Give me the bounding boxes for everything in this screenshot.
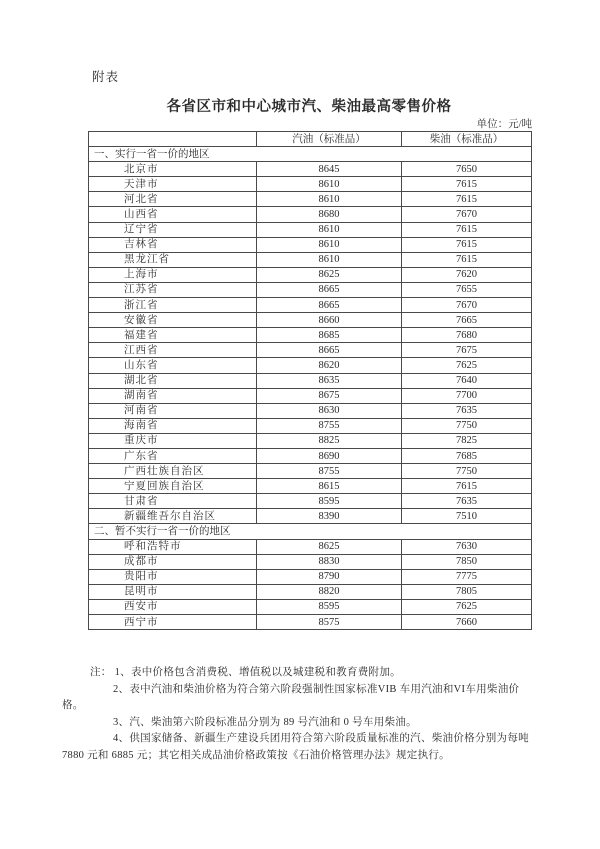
gasoline-price-cell: 8755 — [257, 418, 402, 433]
region-cell: 江苏省 — [89, 282, 257, 297]
diesel-price-cell: 7615 — [402, 222, 532, 237]
table-row — [89, 388, 532, 403]
diesel-price-cell: 7675 — [402, 343, 532, 358]
region-cell: 甘肃省 — [89, 494, 257, 509]
region-cell: 呼和浩特市 — [89, 539, 257, 554]
note-line: 7880 元和 6885 元；其它相关成品油价格政策按《石油价格管理办法》规定执行。 — [62, 749, 450, 761]
gasoline-price-cell: 8575 — [257, 615, 402, 630]
region-cell: 宁夏回族自治区 — [89, 479, 257, 494]
section-header-row — [89, 524, 532, 539]
table-row — [89, 584, 532, 599]
gasoline-price-cell: 8790 — [257, 569, 402, 584]
region-cell: 广西壮族自治区 — [89, 464, 257, 479]
region-cell: 新疆维吾尔自治区 — [89, 509, 257, 524]
table-row — [89, 479, 532, 494]
table-row — [89, 298, 532, 313]
diesel-price-cell: 7700 — [402, 388, 532, 403]
column-header-region — [89, 132, 257, 147]
gasoline-price-cell: 8595 — [257, 599, 402, 614]
gasoline-price-cell: 8830 — [257, 554, 402, 569]
gasoline-price-cell: 8610 — [257, 192, 402, 207]
table-row — [89, 177, 532, 192]
gasoline-price-cell: 8645 — [257, 162, 402, 177]
gasoline-price-cell: 8630 — [257, 403, 402, 418]
table-row — [89, 464, 532, 479]
diesel-price-cell: 7850 — [402, 554, 532, 569]
unit-label: 单位：元/吨 — [476, 119, 532, 130]
gasoline-price-cell: 8755 — [257, 464, 402, 479]
diesel-price-cell: 7665 — [402, 313, 532, 328]
region-cell: 北京市 — [89, 162, 257, 177]
gasoline-price-cell: 8390 — [257, 509, 402, 524]
gasoline-price-cell: 8625 — [257, 267, 402, 282]
table-row — [89, 569, 532, 584]
region-cell: 上海市 — [89, 267, 257, 282]
page-title: 各省区市和中心城市汽、柴油最高零售价格 — [166, 99, 452, 115]
diesel-price-cell: 7625 — [402, 358, 532, 373]
region-cell: 湖北省 — [89, 373, 257, 388]
note-text: 1、表中价格包含消费税、增值税以及城建税和教育费附加。 — [114, 667, 401, 678]
diesel-price-cell: 7805 — [402, 584, 532, 599]
table-row — [89, 313, 532, 328]
region-cell: 江西省 — [89, 343, 257, 358]
column-header-gasoline: 汽油（标准品） — [257, 132, 402, 147]
note-line: 2、表中汽油和柴油价格为符合第六阶段强制性国家标准VIB 车用汽油和VI车用柴油价 — [113, 683, 520, 695]
diesel-price-cell: 7615 — [402, 177, 532, 192]
gasoline-price-cell: 8615 — [257, 479, 402, 494]
region-cell: 福建省 — [89, 328, 257, 343]
region-cell: 辽宁省 — [89, 222, 257, 237]
table-row — [89, 554, 532, 569]
diesel-price-cell: 7625 — [402, 599, 532, 614]
region-cell: 山西省 — [89, 207, 257, 222]
region-cell: 河南省 — [89, 403, 257, 418]
region-cell: 重庆市 — [89, 433, 257, 448]
table-row — [89, 539, 532, 554]
table-row — [89, 162, 532, 177]
diesel-price-cell: 7655 — [402, 282, 532, 297]
region-cell: 西宁市 — [89, 615, 257, 630]
region-cell: 山东省 — [89, 358, 257, 373]
note-line: 3、汽、柴油第六阶段标准品分别为 89 号汽油和 0 号车用柴油。 — [113, 716, 417, 728]
diesel-price-cell: 7635 — [402, 403, 532, 418]
table-row — [89, 328, 532, 343]
table-row — [89, 358, 532, 373]
table-row — [89, 222, 532, 237]
diesel-price-cell: 7615 — [402, 192, 532, 207]
note-line: 格。 — [62, 700, 84, 712]
table-row — [89, 343, 532, 358]
diesel-price-cell: 7670 — [402, 298, 532, 313]
table-row — [89, 282, 532, 297]
table-row — [89, 448, 532, 463]
gasoline-price-cell: 8820 — [257, 584, 402, 599]
section-header-label: 一、实行一省一价的地区 — [89, 147, 532, 162]
table-row — [89, 237, 532, 252]
diesel-price-cell: 7510 — [402, 509, 532, 524]
table-row — [89, 403, 532, 418]
notes-block — [62, 665, 540, 765]
diesel-price-cell: 7680 — [402, 328, 532, 343]
gasoline-price-cell: 8595 — [257, 494, 402, 509]
diesel-price-cell: 7615 — [402, 252, 532, 267]
diesel-price-cell: 7750 — [402, 464, 532, 479]
table-row — [89, 418, 532, 433]
region-cell: 河北省 — [89, 192, 257, 207]
region-cell: 吉林省 — [89, 237, 257, 252]
gasoline-price-cell: 8675 — [257, 388, 402, 403]
diesel-price-cell: 7685 — [402, 448, 532, 463]
gasoline-price-cell: 8825 — [257, 433, 402, 448]
region-cell: 安徽省 — [89, 313, 257, 328]
diesel-price-cell: 7750 — [402, 418, 532, 433]
diesel-price-cell: 7640 — [402, 373, 532, 388]
diesel-price-cell: 7635 — [402, 494, 532, 509]
section-header-label: 二、暂不实行一省一价的地区 — [89, 524, 532, 539]
region-cell: 广东省 — [89, 448, 257, 463]
appendix-label: 附表 — [92, 70, 120, 84]
diesel-price-cell: 7615 — [402, 237, 532, 252]
gasoline-price-cell: 8665 — [257, 343, 402, 358]
gasoline-price-cell: 8610 — [257, 252, 402, 267]
table-row — [89, 373, 532, 388]
table-row — [89, 267, 532, 282]
table-row — [89, 192, 532, 207]
table-row — [89, 494, 532, 509]
gasoline-price-cell: 8620 — [257, 358, 402, 373]
region-cell: 海南省 — [89, 418, 257, 433]
notes-label: 注： — [90, 667, 112, 678]
table-row — [89, 252, 532, 267]
region-cell: 西安市 — [89, 599, 257, 614]
diesel-price-cell: 7620 — [402, 267, 532, 282]
region-cell: 湖南省 — [89, 388, 257, 403]
table-row — [89, 615, 532, 630]
gasoline-price-cell: 8680 — [257, 207, 402, 222]
gasoline-price-cell: 8690 — [257, 448, 402, 463]
gasoline-price-cell: 8665 — [257, 282, 402, 297]
table-row — [89, 207, 532, 222]
table-row — [89, 509, 532, 524]
region-cell: 贵阳市 — [89, 569, 257, 584]
region-cell: 黑龙江省 — [89, 252, 257, 267]
price-table — [88, 131, 532, 630]
note-line — [62, 665, 540, 682]
price-table-body — [89, 132, 532, 630]
diesel-price-cell: 7630 — [402, 539, 532, 554]
section-header-row — [89, 147, 532, 162]
gasoline-price-cell: 8610 — [257, 177, 402, 192]
table-row — [89, 433, 532, 448]
region-cell: 昆明市 — [89, 584, 257, 599]
note-line: 4、供国家储备、新疆生产建设兵团用符合第六阶段质量标准的汽、柴油价格分别为每吨 — [113, 733, 529, 745]
gasoline-price-cell: 8610 — [257, 222, 402, 237]
gasoline-price-cell: 8610 — [257, 237, 402, 252]
region-cell: 成都市 — [89, 554, 257, 569]
gasoline-price-cell: 8635 — [257, 373, 402, 388]
diesel-price-cell: 7650 — [402, 162, 532, 177]
region-cell: 天津市 — [89, 177, 257, 192]
diesel-price-cell: 7775 — [402, 569, 532, 584]
table-header-row — [89, 132, 532, 147]
diesel-price-cell: 7825 — [402, 433, 532, 448]
table-row — [89, 599, 532, 614]
gasoline-price-cell: 8660 — [257, 313, 402, 328]
diesel-price-cell: 7615 — [402, 479, 532, 494]
gasoline-price-cell: 8665 — [257, 298, 402, 313]
gasoline-price-cell: 8625 — [257, 539, 402, 554]
diesel-price-cell: 7660 — [402, 615, 532, 630]
region-cell: 浙江省 — [89, 298, 257, 313]
gasoline-price-cell: 8685 — [257, 328, 402, 343]
diesel-price-cell: 7670 — [402, 207, 532, 222]
column-header-diesel: 柴油（标准品） — [402, 132, 532, 147]
